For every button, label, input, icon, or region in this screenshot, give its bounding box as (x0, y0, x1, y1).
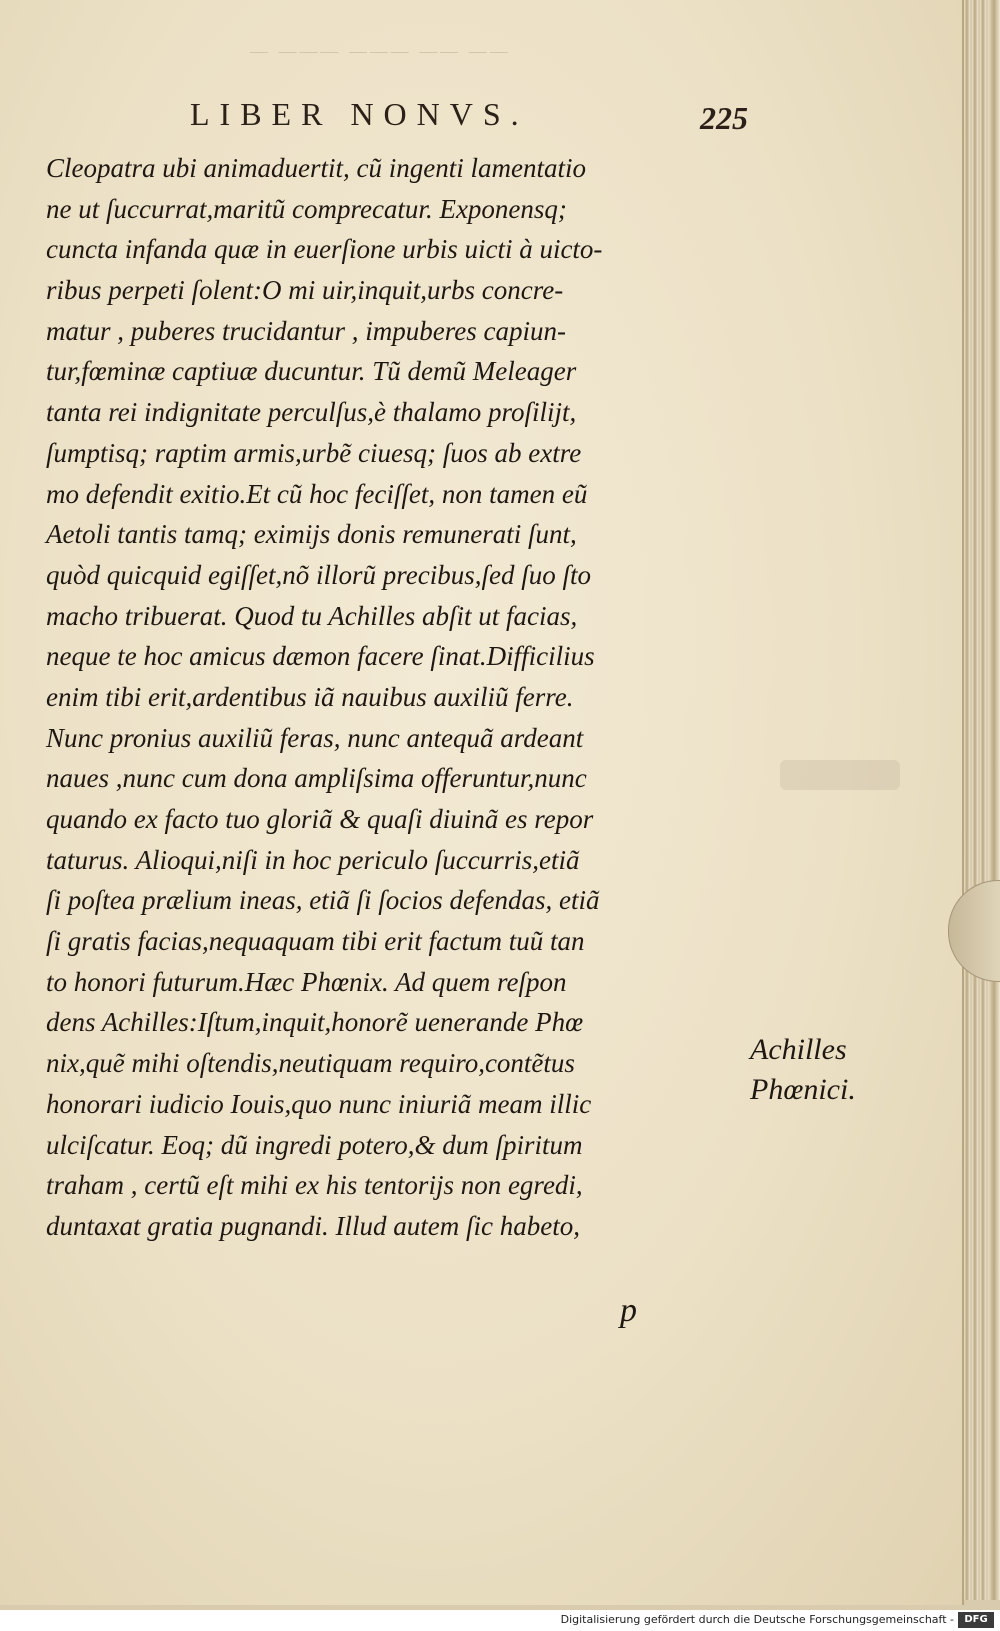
text-line: taturus. Alioqui,niſi in hoc periculo ſuccurris,etiã (46, 844, 580, 875)
text-line: Cleopatra ubi animaduertit, cũ ingenti lamentatio (46, 153, 586, 183)
text-line: tanta rei indignitate perculſus,è thalamo proſilijt, (46, 397, 577, 428)
funding-credit: Digitalisierung gefördert durch die Deutsche Forschungsgemeinschaft - (560, 1613, 954, 1626)
book-edge (980, 0, 986, 1600)
text-line: Aetoli tantis tamq; eximijs donis remunerati ſunt, (46, 519, 577, 550)
text-line: to honori futurum.Hæc Phœnix. Ad quem reſpon (46, 966, 567, 997)
text-line: ſi poſtea prælium ineas, etiã ſi ſocios defendas, etiã (46, 885, 600, 916)
text-line: nix,quẽ mihi oſtendis,neutiquam requiro,contẽtus (46, 1048, 575, 1079)
text-line: quando ex facto tuo gloriã & quaſi diuinã es repor (46, 804, 594, 834)
book-edge (988, 0, 1000, 1600)
text-line: ribus perpeti ſolent:O mi uir,inquit,urbs concre- (46, 275, 564, 306)
text-line: mo defendit exitio.Et cũ hoc feciſſet, non tamen eũ (46, 478, 588, 509)
text-line: traham , certũ eſt mihi ex his tentorijs non egredi, (46, 1170, 583, 1201)
marginal-note-line: Achilles (750, 1033, 847, 1066)
marginal-note (750, 1030, 880, 1110)
marginal-note-line: Phœnici. (750, 1073, 856, 1106)
text-line: matur , puberes trucidantur , impuberes capiun- (46, 315, 566, 346)
text-line: honorari iudicio Iouis,quo nunc iniuriã meam illic (46, 1088, 592, 1119)
text-line: dens Achilles:Iſtum,inquit,honorẽ uenerande Phœ (46, 1007, 584, 1038)
text-line: neque te hoc amicus dæmon facere ſinat.Difficilius (46, 641, 595, 672)
text-line: ne ut ſuccurrat,maritũ comprecatur. Exponensq; (46, 193, 567, 224)
dfg-logo: DFG (958, 1612, 994, 1628)
text-line: tur,fœminæ captiuæ ducuntur. Tũ demũ Meleager (46, 356, 577, 387)
book-edge (964, 0, 970, 1600)
bleed-through-ghost-text: — ——— ——— —— —— (250, 40, 511, 62)
text-line: enim tibi erit,ardentibus iã nauibus auxiliũ ferre. (46, 681, 574, 712)
text-line: ſumptisq; raptim armis,urbẽ ciuesq; ſuos ab extre (46, 437, 582, 468)
running-head: LIBER NONVS. (190, 96, 529, 132)
body-text (46, 148, 746, 1247)
digitization-footer (0, 1610, 1000, 1631)
text-line: macho tribuerat. Quod tu Achilles abſit ut facias, (46, 600, 578, 631)
text-line: cuncta infanda quæ in euerſione urbis uicti à uicto- (46, 234, 603, 265)
bleed-through-smudge (780, 760, 900, 790)
text-line: quòd quicquid egiſſet,nõ illorũ precibus,ſed ſuo ſto (46, 559, 591, 590)
text-line: Nunc pronius auxiliũ feras, nunc antequã ardeant (46, 722, 584, 753)
text-line: naues ,nunc cum dona ampliſsima offeruntur,nunc (46, 763, 587, 794)
text-line: ſi gratis facias,nequaquam tibi erit factum tuũ tan (46, 926, 585, 957)
text-line: ulciſcatur. Eoq; dũ ingredi potero,& dum ſpiritum (46, 1129, 583, 1160)
signature-mark: p (620, 1292, 637, 1329)
book-edge (972, 0, 978, 1600)
page-number: 225 (700, 100, 748, 136)
text-line: duntaxat gratia pugnandi. Illud autem ſic habeto, (46, 1210, 580, 1241)
